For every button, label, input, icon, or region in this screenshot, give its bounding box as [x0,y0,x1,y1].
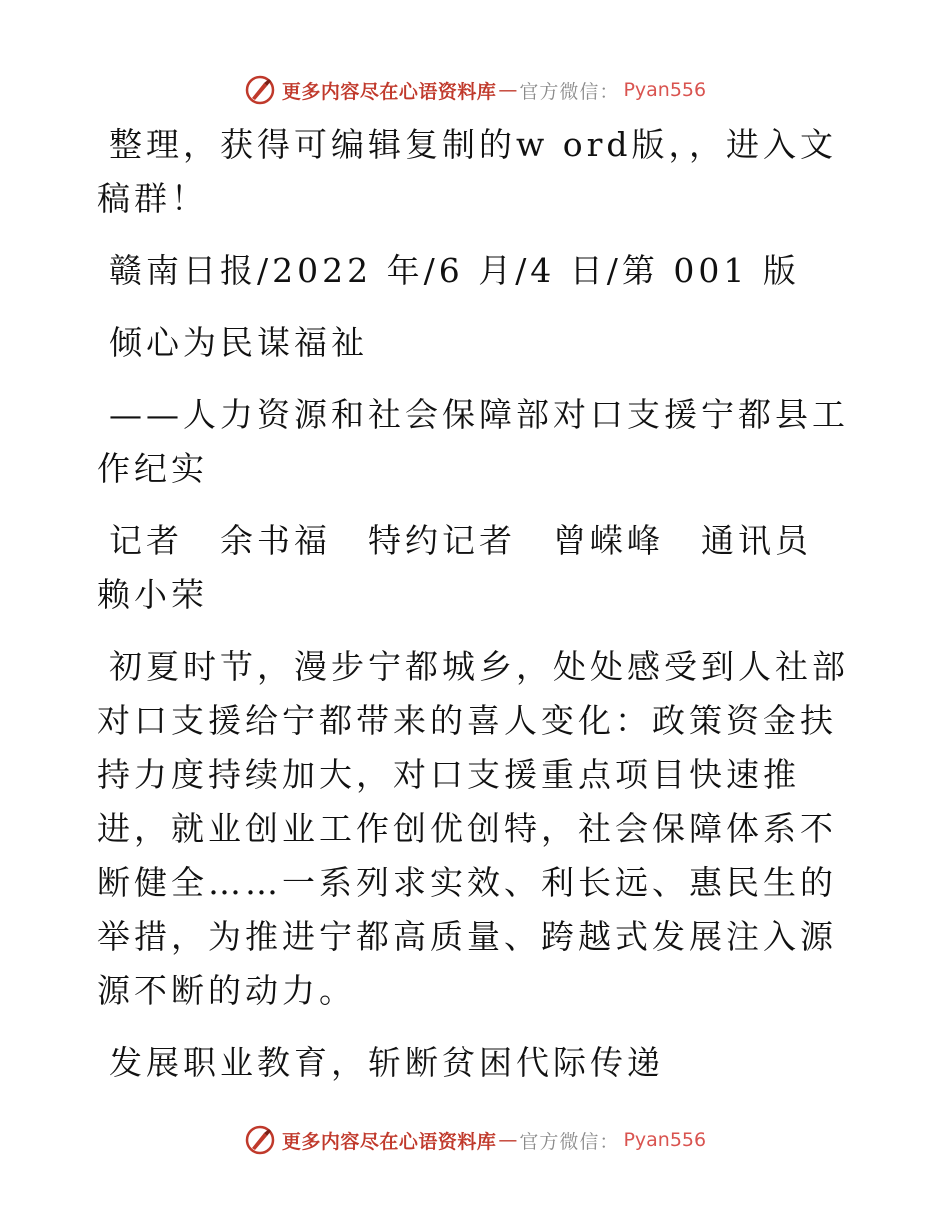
quill-pen-logo-icon [244,1124,276,1156]
intro-note: 整理，获得可编辑复制的w ord版，，进入文稿群！ [97,125,838,218]
watermark-title: 更多内容尽在心语资料库 [281,1130,497,1153]
watermark-wechat-label: 官方微信： [519,80,620,103]
source-line: 赣南日报/2022 年/6 月/4 日/第 001 版 [109,251,800,290]
watermark-dash: — [498,1129,518,1151]
watermark-title: 更多内容尽在心语资料库 [281,80,497,103]
watermark-wechat-label: 官方微信： [519,1130,620,1153]
watermark-footer [0,1118,950,1162]
watermark-header [0,68,950,112]
quill-pen-logo-icon [244,74,276,106]
watermark-wechat-id: Pyan556 [623,1129,707,1151]
lead-paragraph: 初夏时节，漫步宁都城乡，处处感受到人社部对口支援给宁都带来的喜人变化：政策资金扶持力度持续加大，对口支援重点项目快速推进，就业创业工作创优创特，社会保障体系不断健全……一系列求实效、利长远、惠民生的举措，为推进宁都高质量、跨越式发展注入源源不断的动力。 [97,647,849,1010]
byline: 记者 余书福 特约记者 曾嵘峰 通讯员 赖小荣 [97,521,849,614]
watermark-dash: — [498,79,518,101]
document-body [97,118,857,1108]
watermark-wechat-id: Pyan556 [623,79,707,101]
article-subtitle: ——人力资源和社会保障部对口支援宁都县工作纪实 [97,395,849,488]
article-title: 倾心为民谋福祉 [109,323,368,362]
section-heading: 发展职业教育，斩断贫困代际传递 [109,1043,664,1082]
